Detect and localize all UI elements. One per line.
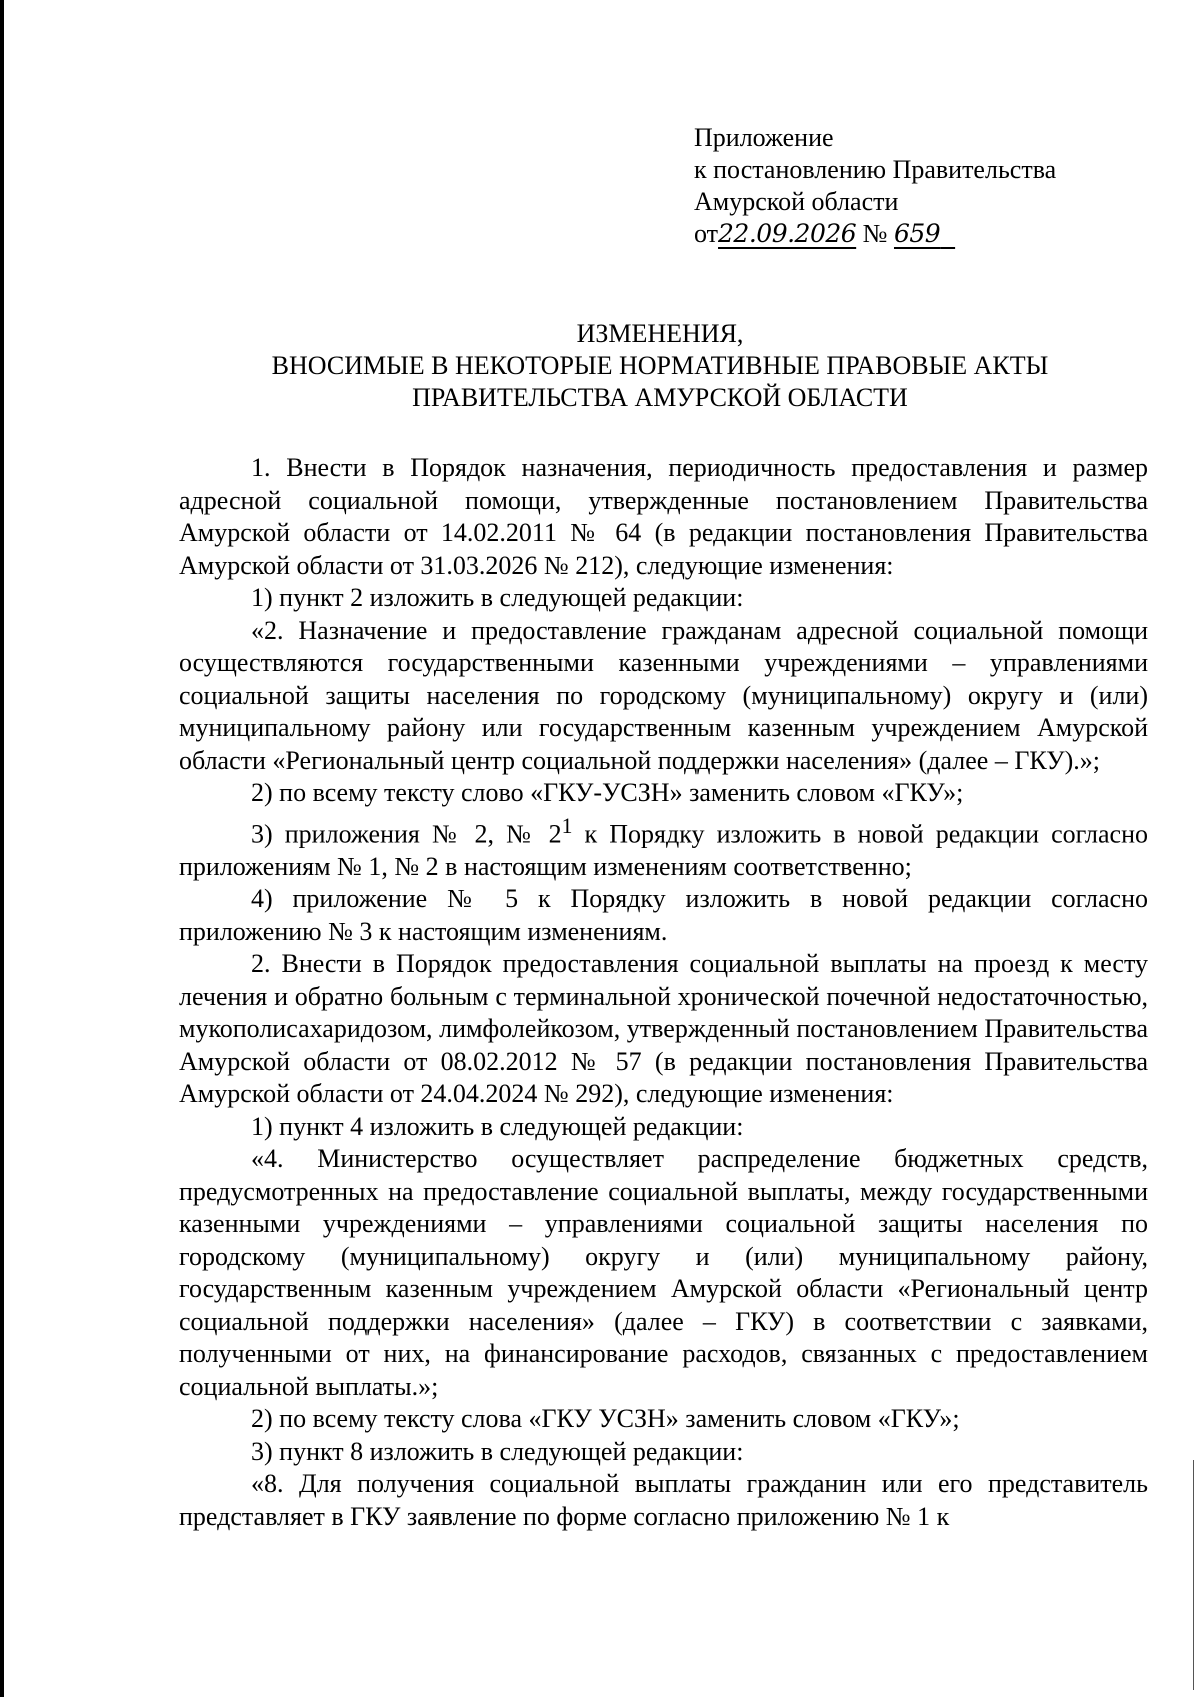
annex-number-label: № <box>862 219 888 248</box>
paragraph-1: 1. Внести в Порядок назначения, периодичность предоставления и размер адресной социальной помощи, утвержденные постановлением Правительства Амурской области от 14.02.2011 № 64 (в редакции постановления Правительства Амурской области от 31.03.2026 № 212), следующие изменения: <box>179 453 1148 580</box>
annex-line-3: Амурской области <box>694 187 899 216</box>
title-line-1: ИЗМЕНЕНИЯ, <box>576 319 744 348</box>
scan-left-edge <box>0 0 4 1697</box>
title-line-2: ВНОСИМЫЕ В НЕКОТОРЫЕ НОРМАТИВНЫЕ ПРАВОВЫЕ АКТЫ <box>271 351 1049 380</box>
number-underline-tail <box>940 219 955 248</box>
paragraph-7: 2. Внести в Порядок предоставления социальной выплаты на проезд к месту лечения и обратно больным с терминальной хронической почечной недостаточностью, мукополисахаридозом, лимфолейкозом, утвержденный постановлением Правительства Амурской области от 08.02.2012 № 57 (в редакции постановления Правительства Амурской области от 24.04.2024 № 292), следующие изменения: <box>179 949 1148 1109</box>
paragraph-11: 3) пункт 8 изложить в следующей редакции: <box>251 1436 744 1466</box>
paragraph-12: «8. Для получения социальной выплаты гражданин или его представитель представляет в ГКУ заявление по форме согласно приложению № 1 к <box>179 1469 1148 1531</box>
paragraph-9: «4. Министерство осуществляет распределение бюджетных средств, предусмотренных на предоставление социальной выплаты, между государственными казенными учреждениями – управлениями социальной защиты населения по городскому (муниципальному) округу и (или) муниципальному району, государственным казенным учреждением Амурской области «Региональный центр социальной поддержки населения» (далее – ГКУ) в соответствии с заявками, полученными от них, на финансирование расходов, связанных с предоставлением социальной выплаты.»; <box>179 1144 1148 1401</box>
document-title <box>180 318 1140 414</box>
annex-from-label: от <box>694 219 719 248</box>
annex-line-2: к постановлению Правительства <box>694 155 1057 184</box>
handwritten-number: 659 <box>893 219 941 248</box>
paragraph-8: 1) пункт 4 изложить в следующей редакции: <box>251 1111 744 1141</box>
paragraph-2: 1) пункт 2 изложить в следующей редакции: <box>251 583 744 612</box>
document-body <box>179 452 1148 1533</box>
scan-right-mark <box>1193 1460 1194 1690</box>
title-line-3: ПРАВИТЕЛЬСТВА АМУРСКОЙ ОБЛАСТИ <box>412 383 908 412</box>
annex-line-1: Приложение <box>694 123 834 152</box>
annex-block <box>694 122 1056 250</box>
annex-date-line <box>694 218 1056 250</box>
paragraph-3: «2. Назначение и предоставление гражданам адресной социальной помощи осуществляются государственными казенными учреждениями – управлениями социальной защиты населения по городскому (муниципальному) округу и (или) муниципальному району или государственным казенным учреждением Амурской области «Региональный центр социальной поддержки населения» (далее – ГКУ).»; <box>179 615 1148 775</box>
paragraph-4: 2) по всему тексту слово «ГКУ-УСЗН» заменить словом «ГКУ»; <box>251 778 964 807</box>
paragraph-6: 4) приложение № 5 к Порядку изложить в новой редакции согласно приложению № 3 к настоящим изменениям. <box>179 884 1148 946</box>
paragraph-5-end: к Порядку изложить в новой редакции согласно приложениям № 1, № 2 в настоящим изменениям соответственно; <box>179 819 1148 881</box>
paragraph-5-superscript: 1 <box>561 813 573 838</box>
paragraph-5 <box>179 810 1148 884</box>
handwritten-date: 22.09.2026 <box>718 219 857 248</box>
paragraph-10: 2) по всему тексту слова «ГКУ УСЗН» заменить словом «ГКУ»; <box>251 1404 960 1434</box>
paragraph-5-start: 3) приложения № 2, № 2 <box>251 819 562 849</box>
